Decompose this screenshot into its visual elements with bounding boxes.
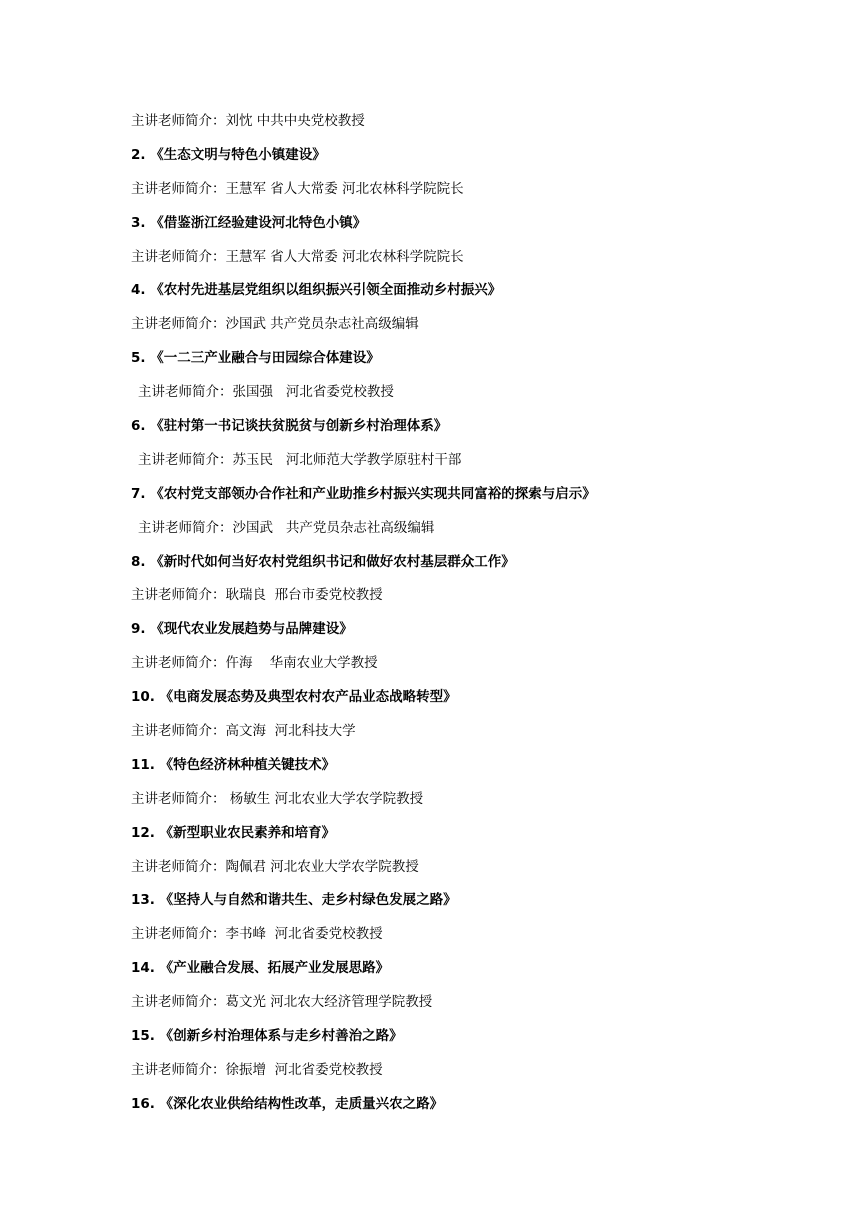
lecturer-intro: 主讲老师简介：葛文光 河北农大经济管理学院教授 [131,994,433,1011]
course-title: 14. 《产业融合发展、拓展产业发展思路》 [131,960,390,977]
course-title: 6. 《驻村第一书记谈扶贫脱贫与创新乡村治理体系》 [131,418,448,435]
course-title: 10. 《电商发展态势及典型农村农产品业态战略转型》 [131,689,457,706]
course-title: 5. 《一二三产业融合与田园综合体建设》 [131,350,380,367]
lecturer-intro: 主讲老师简介：王慧军 省人大常委 河北农林科学院院长 [131,180,464,197]
lecturer-intro: 主讲老师简介：耿瑞良 邢台市委党校教授 [131,587,383,604]
lecturer-intro: 主讲老师简介：王慧军 省人大常委 河北农林科学院院长 [131,248,464,265]
course-title: 8. 《新时代如何当好农村党组织书记和做好农村基层群众工作》 [131,553,515,570]
course-title: 12. 《新型职业农民素养和培育》 [131,824,336,841]
course-title: 7. 《农村党支部领办合作社和产业助推乡村振兴实现共同富裕的探索与启示》 [131,485,596,502]
lecturer-intro: 主讲老师简介：仵海 华南农业大学教授 [131,655,378,672]
course-title: 3. 《借鉴浙江经验建设河北特色小镇》 [131,214,367,231]
lecturer-intro: 主讲老师简介：沙国武 共产党员杂志社高级编辑 [138,519,435,536]
lecturer-intro: 主讲老师简介：苏玉民 河北师范大学教学原驻村干部 [138,451,462,468]
lecturer-intro: 主讲老师简介：刘忱 中共中央党校教授 [131,113,365,129]
lecturer-intro: 主讲老师简介：李书峰 河北省委党校教授 [131,926,383,943]
course-list [131,110,831,1127]
course-title: 16. 《深化农业供给结构性改革，走质量兴农之路》 [131,1095,444,1112]
lecturer-intro: 主讲老师简介：陶佩君 河北农业大学农学院教授 [131,858,419,875]
lecturer-intro: 主讲老师简介： 杨敏生 河北农业大学农学院教授 [131,790,424,807]
course-title: 11. 《特色经济林种植关键技术》 [131,756,336,773]
lecturer-intro: 主讲老师简介：沙国武 共产党员杂志社高级编辑 [131,316,419,333]
course-title: 15. 《创新乡村治理体系与走乡村善治之路》 [131,1028,403,1045]
course-title: 13. 《坚持人与自然和谐共生、走乡村绿色发展之路》 [131,892,457,909]
course-title: 9. 《现代农业发展趋势与品牌建设》 [131,621,353,638]
course-title: 4. 《农村先进基层党组织以组织振兴引领全面推动乡村振兴》 [131,282,502,299]
lecturer-intro: 主讲老师简介：高文海 河北科技大学 [131,723,356,740]
lecturer-intro: 主讲老师简介：张国强 河北省委党校教授 [138,384,394,401]
lecturer-intro: 主讲老师简介：徐振增 河北省委党校教授 [131,1061,383,1078]
course-title: 2. 《生态文明与特色小镇建设》 [131,146,326,163]
